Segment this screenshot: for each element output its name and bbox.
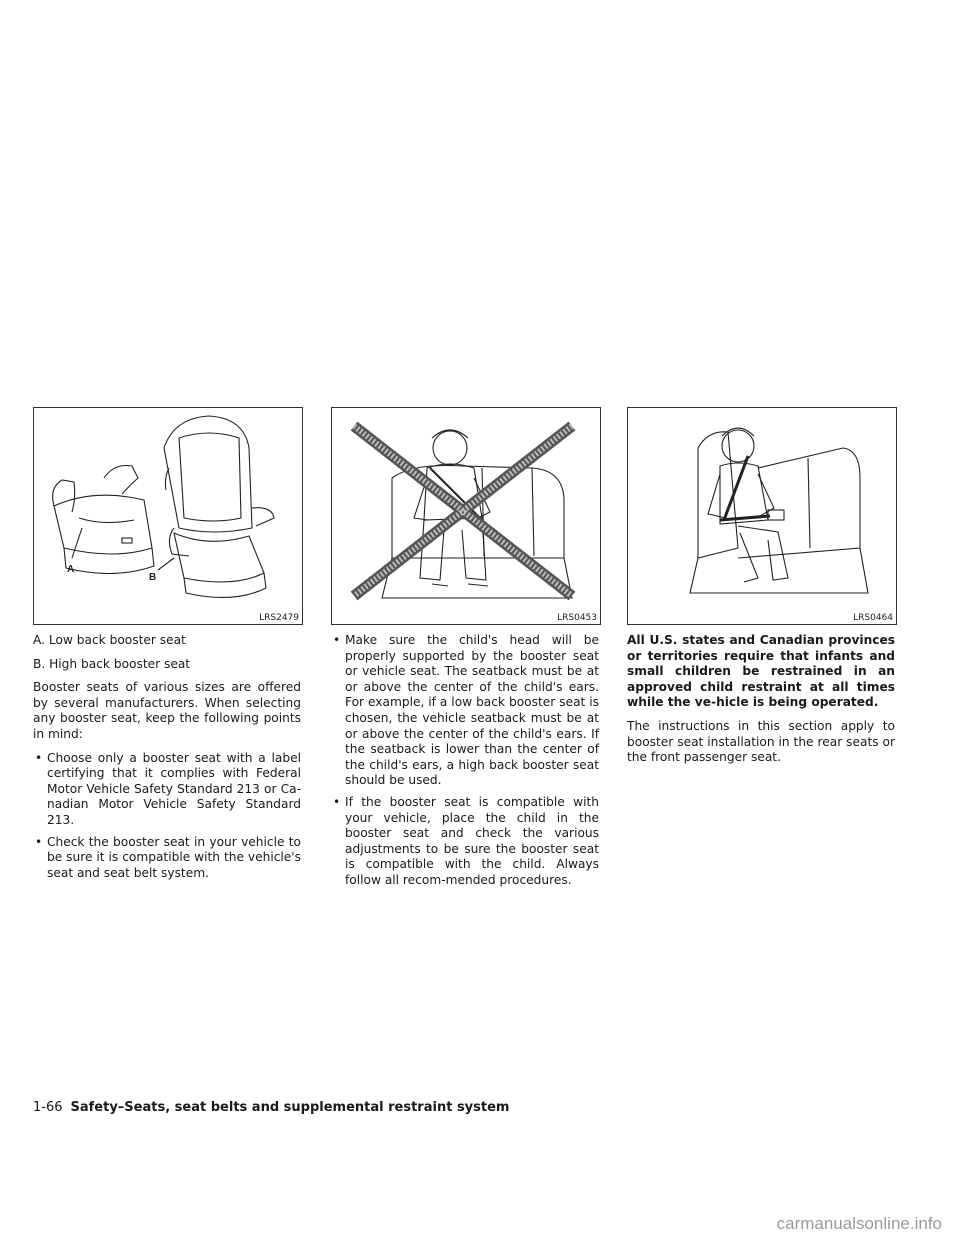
incorrect-seating-illustration bbox=[332, 408, 600, 624]
list-item: • If the booster seat is compatible with your vehicle, place the child in the booster seat and check the various adjustments to be sure the booster seat is compatible with the child. Always follow all recom-mended procedures. bbox=[331, 795, 599, 889]
body-paragraph: The instructions in this section apply to booster seat installation in the rear seats or the front passenger seat. bbox=[627, 718, 895, 765]
caption-b: B. High back booster seat bbox=[33, 656, 191, 671]
list-item: • Choose only a booster seat with a label certifying that it complies with Federal Motor Vehicle Safety Standard 213 or Ca-nadian Motor Vehicle Safety Standard 213. bbox=[33, 751, 301, 829]
section-title: Safety–Seats, seat belts and supplemental restraint system bbox=[70, 1100, 510, 1115]
list-item: • Check the booster seat in your vehicle to be sure it is compatible with the vehicle's seat and seat belt system. bbox=[33, 835, 301, 882]
list-item: • Make sure the child's head will be properly supported by the booster seat or vehicle seat. The seatback must be at or above the center of the child's ears. For example, if a low back booster seat is chosen, the vehicle seatback must be at or above the center of the child's ears. If the seatback is lower than the center of the child's ears, a high back booster seat should be used. bbox=[331, 633, 599, 789]
warning-paragraph: All U.S. states and Canadian provinces or territories require that infants and small children be restrained in an approved child restraint at all times while the ve-hicle is being operated. bbox=[627, 633, 895, 710]
figure-booster-seats bbox=[33, 407, 303, 625]
figure-correct-seating bbox=[627, 407, 897, 625]
caption-a: A. Low back booster seat bbox=[33, 633, 186, 647]
figure-incorrect-seating bbox=[331, 407, 601, 625]
column-3 bbox=[627, 633, 895, 774]
correct-seating-illustration bbox=[628, 408, 896, 624]
watermark: carmanualsonline.info bbox=[776, 1214, 942, 1233]
bullet-list bbox=[33, 751, 301, 882]
cross-mark-icon bbox=[354, 426, 572, 596]
label-a: A bbox=[67, 564, 75, 575]
booster-seats-illustration bbox=[34, 408, 302, 624]
figure-code: LRS0453 bbox=[557, 613, 597, 623]
bullet-list bbox=[331, 633, 599, 889]
figure-code: LRS2479 bbox=[259, 613, 299, 623]
label-b: B bbox=[149, 572, 157, 583]
page-footer bbox=[33, 1100, 509, 1115]
column-1 bbox=[33, 633, 301, 887]
intro-paragraph: Booster seats of various sizes are offered by several manufacturers. When selecting any booster seat, keep the following points in mind: bbox=[33, 680, 301, 741]
column-2 bbox=[331, 633, 599, 895]
page-number: 1-66 bbox=[33, 1100, 63, 1115]
figure-code: LRS0464 bbox=[853, 613, 893, 623]
